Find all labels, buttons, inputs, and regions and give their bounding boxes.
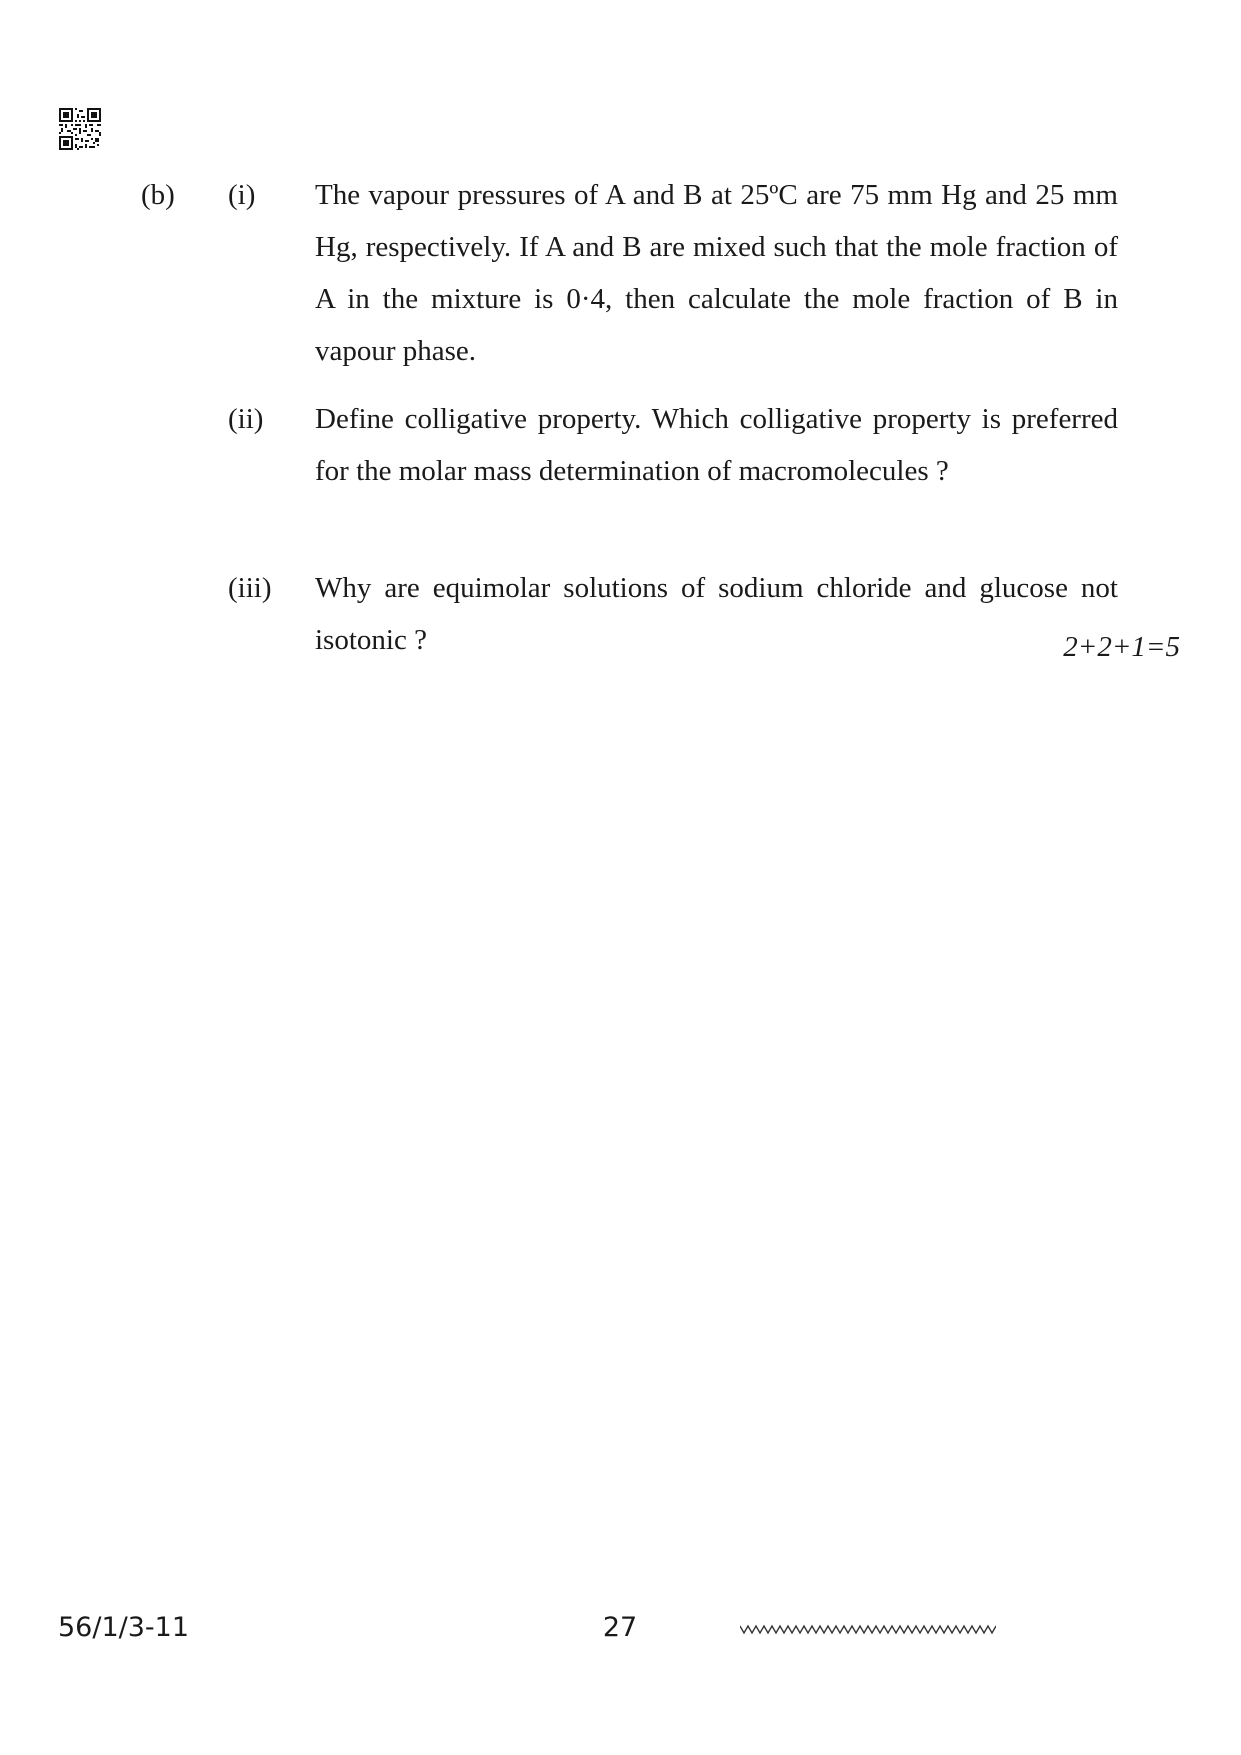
subquestion-number: (iii): [228, 572, 272, 604]
page-footer: [0, 1600, 1241, 1660]
subquestion-text: The vapour pressures of A and B at 25ºC are 75 mm Hg and 25 mm Hg, respectively. If A and B are mixed such that the mole fraction of A in the mixture is 0·4, then calculate the mole fraction of B in vapour phase.: [315, 179, 1118, 367]
zigzag-line-icon: [740, 1622, 996, 1636]
question-block: [0, 0, 1241, 700]
subquestion-number: (ii): [228, 403, 264, 435]
paper-code: 56/1/3-11: [58, 1612, 190, 1643]
page-number: 27: [602, 1612, 638, 1643]
subquestion-text: Define colligative property. Which colligative property is preferred for the molar mass determination of macromolecules ?: [315, 403, 1118, 487]
marks-allocation: 2+2+1=5: [1063, 631, 1180, 663]
subquestion-text: Why are equimolar solutions of sodium chloride and glucose not isotonic ?: [315, 572, 1118, 656]
subquestion-number: (i): [228, 179, 256, 211]
question-part-label: (b): [141, 179, 175, 211]
